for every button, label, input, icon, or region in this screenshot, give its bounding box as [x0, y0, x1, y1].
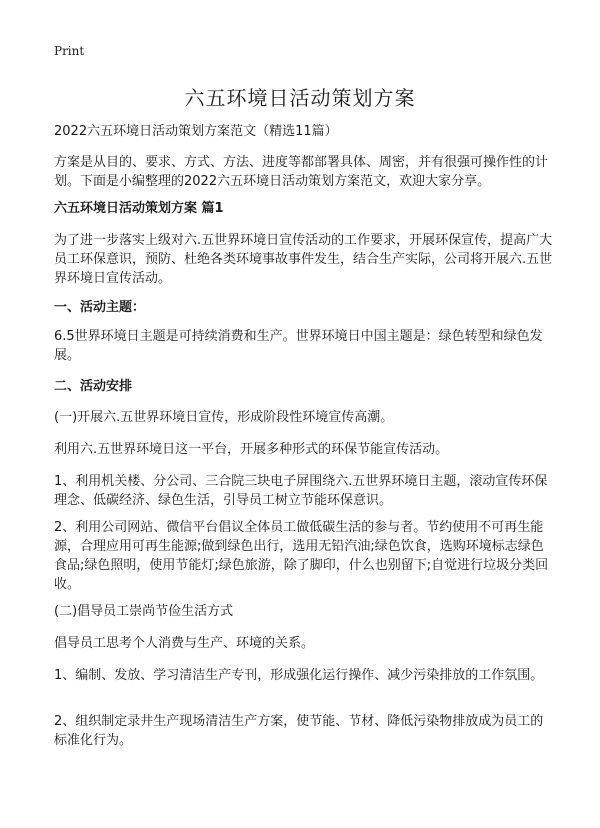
paragraph-item-3: 1、编制、发放、学习清洁生产专刊，形成强化运行操作、减少污染排放的工作氛围。 [54, 668, 544, 683]
print-link[interactable]: Print [54, 44, 85, 58]
paragraph-purpose: 为了进一步落实上级对六.五世界环境日宣传活动的工作要求，开展环保宣传，提高广大员工环保意识，预防、杜绝各类环境事故事件发生，结合生产实际，公司将开展六.五世界环境日宣传活动。 [54, 233, 553, 286]
heading-theme: 一、活动主题： [54, 300, 146, 315]
document-subtitle: 2022六五环境日活动策划方案范文（精选11篇） [54, 124, 338, 139]
paragraph-frugal-heading: (二)倡导员工崇尚节俭生活方式 [54, 604, 234, 619]
intro-paragraph: 方案是从目的、要求、方式、方法、进度等都部署具体、周密，并有很强可操作性的计划。下面是小编整理的2022六五环境日活动策划方案范文，欢迎大家分享。 [54, 155, 549, 189]
paragraph-item-4: 2、组织制定录井生产现场清洁生产方案，使节能、节材、降低污染物排放成为员工的标准化行为。 [54, 714, 544, 748]
paragraph-arrangement-1: (一)开展六.五世界环境日宣传，形成阶段性环境宣传高潮。 [54, 410, 394, 425]
paragraph-arrangement-2: 利用六.五世界环境日这一平台，开展多种形式的环保节能宣传活动。 [54, 442, 449, 457]
paragraph-item-2: 2、利用公司网站、微信平台倡议全体员工做低碳生活的参与者。节约使用不可再生能源，合理应用可再生能源;做到绿色出行，选用无铅汽油;绿色饮食，选购环境标志绿色食品;绿色照明，使用节能灯;绿色旅游，除了脚印，什么也别留下;自觉进行垃圾分类回收。 [54, 520, 549, 592]
paragraph-frugal: 倡导员工思考个人消费与生产、环境的关系。 [54, 636, 315, 651]
page-title: 六五环境日活动策划方案 [184, 86, 416, 110]
paragraph-theme: 6.5世界环境日主题是可持续消费和生产。世界环境日中国主题是：绿色转型和绿色发展。 [54, 329, 543, 363]
heading-arrangement: 二、活动安排 [54, 379, 133, 394]
paragraph-item-1: 1、利用机关楼、分公司、三合院三块电子屏围绕六.五世界环境日主题，滚动宣传环保理念、低碳经济、绿色生活，引导员工树立节能环保意识。 [54, 474, 548, 508]
section-title: 六五环境日活动策划方案 篇1 [54, 201, 224, 216]
